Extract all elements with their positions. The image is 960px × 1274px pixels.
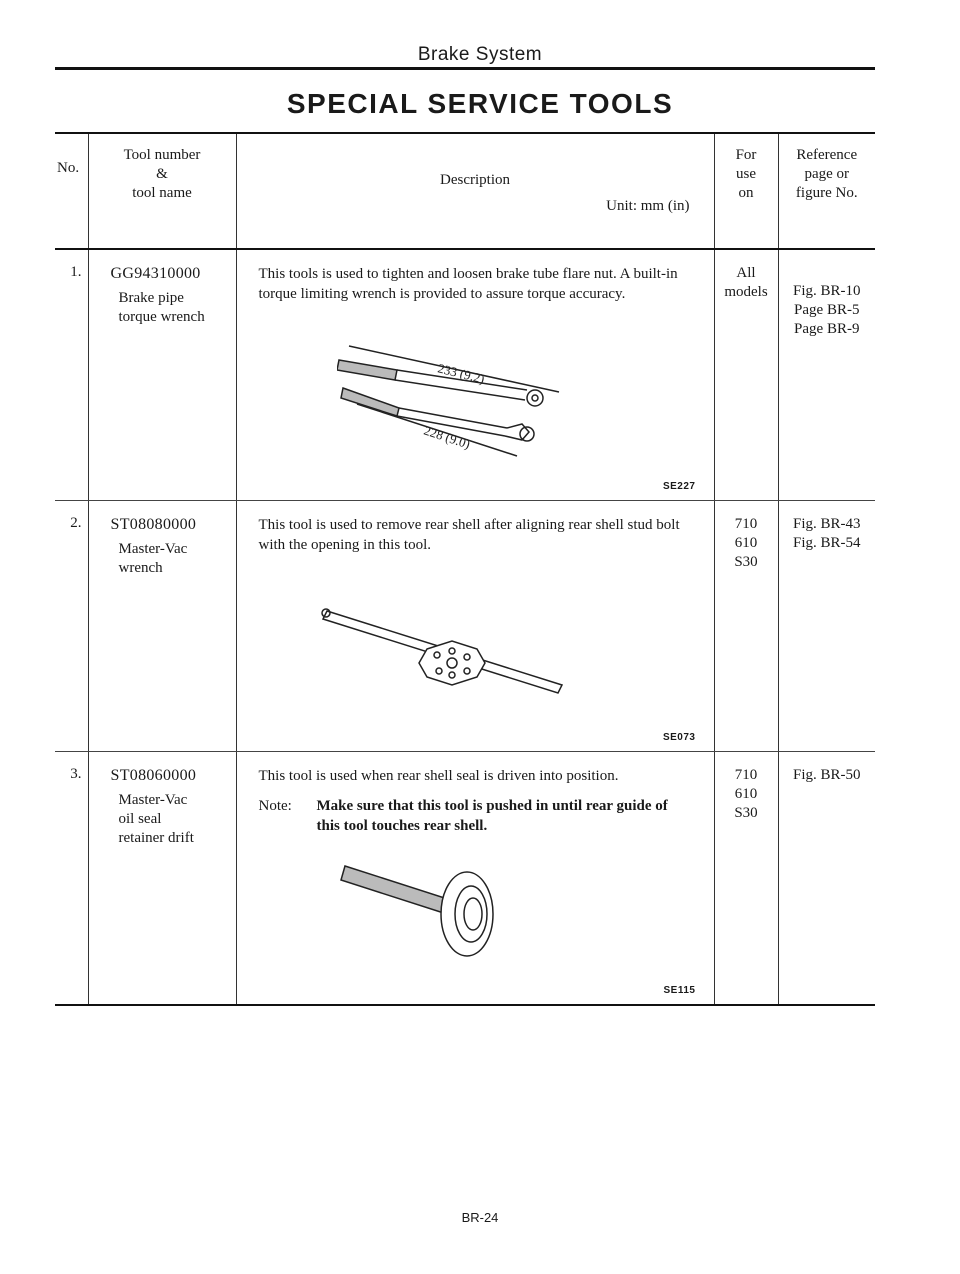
header-use (714, 133, 778, 249)
tool-cell (88, 500, 236, 751)
tool-number: ST08060000 (110, 766, 197, 784)
figure-code: SE073 (662, 731, 696, 743)
dimension-233: 233 (9.2) (435, 360, 486, 387)
header-tool (88, 133, 236, 249)
reference-cell (778, 500, 875, 751)
header-use-line2: use (736, 166, 756, 182)
tool-cell (88, 751, 236, 1005)
section-title: Brake System (417, 44, 543, 65)
use-line3: S30 (734, 804, 758, 821)
tool-name-line2: torque wrench (118, 309, 205, 325)
dimension-228: 228 (9.0) (421, 422, 472, 452)
ref-line1: Fig. BR-10 (792, 283, 861, 299)
tool-name-line2: oil seal (118, 810, 162, 827)
page-number: BR-24 (461, 1210, 499, 1225)
table-row (55, 751, 875, 1005)
note-label: Note: (258, 797, 292, 814)
use-line1: 710 (734, 515, 758, 532)
use-line2: 610 (734, 785, 758, 802)
table-header-row (55, 133, 875, 249)
tool-number: ST08080000 (110, 515, 197, 533)
header-reference (778, 133, 875, 249)
header-ref-line3: figure No. (795, 185, 858, 201)
use-line2: models (724, 284, 768, 300)
tool-description: This tool is used when rear shell seal is driven into position. (258, 767, 619, 784)
use-cell (714, 249, 778, 500)
tools-table (55, 132, 875, 1006)
tool-name-line1: Brake pipe (118, 290, 184, 306)
use-cell (714, 500, 778, 751)
tool-name-line3: retainer drift (118, 829, 194, 846)
figure-code: SE115 (663, 985, 696, 996)
ref-line3: Page BR-9 (794, 321, 860, 337)
tool-name-line2: wrench (118, 559, 163, 576)
tool-description: This tool is used to remove rear shell after aligning rear shell stud bolt with the opening in this tool. (258, 516, 680, 553)
header-tool-line2: & (156, 166, 168, 182)
ref-line2: Page BR-5 (794, 302, 860, 318)
note (259, 796, 700, 836)
reference-cell (778, 751, 875, 1005)
description-cell (236, 500, 714, 751)
header-use-line3: on (738, 185, 754, 201)
ref-line1: Fig. BR-50 (792, 766, 861, 783)
header-description (236, 133, 714, 249)
tool-name-line1: Master-Vac (118, 540, 188, 557)
header-rule (55, 67, 875, 70)
ref-line1: Fig. BR-43 (792, 515, 861, 532)
row-number: 3. (55, 751, 88, 1005)
figure-code: SE227 (662, 480, 696, 492)
tool-cell (88, 249, 236, 500)
header-use-line1: For (735, 147, 757, 163)
header-ref-line1: Reference (796, 147, 858, 163)
master-vac-wrench-illustration (317, 601, 587, 711)
reference-cell (778, 249, 875, 500)
use-line1: All (736, 265, 756, 281)
oil-seal-retainer-drift-illustration (337, 852, 517, 972)
torque-wrench-illustration (337, 336, 637, 476)
header-tool-line3: tool name (132, 185, 192, 201)
use-line2: 610 (734, 534, 758, 551)
header-ref-line2: page or (804, 166, 850, 182)
page-title: SPECIAL SERVICE TOOLS (286, 88, 674, 119)
table-row (55, 500, 875, 751)
description-cell (236, 751, 714, 1005)
row-number: 2. (55, 500, 88, 751)
tool-name-line1: Master-Vac (118, 791, 188, 808)
use-cell (714, 751, 778, 1005)
ref-line2: Fig. BR-54 (792, 534, 861, 551)
description-cell (236, 249, 714, 500)
tool-number: GG94310000 (110, 265, 201, 282)
use-line3: S30 (734, 553, 758, 570)
row-number: 1. (55, 249, 88, 500)
tool-description: This tools is used to tighten and loosen brake tube flare nut. A built-in torque limiting wrench is provided to assure torque accuracy. (258, 266, 678, 302)
use-line1: 710 (734, 766, 758, 783)
header-description-label: Description (440, 172, 510, 188)
header-unit-label: Unit: mm (in) (606, 198, 690, 214)
note-text: Make sure that this tool is pushed in until rear guide of this tool touches rear shell. (316, 797, 668, 834)
header-tool-line1: Tool number (123, 147, 201, 163)
header-no: No. (55, 133, 88, 249)
table-row (55, 249, 875, 500)
